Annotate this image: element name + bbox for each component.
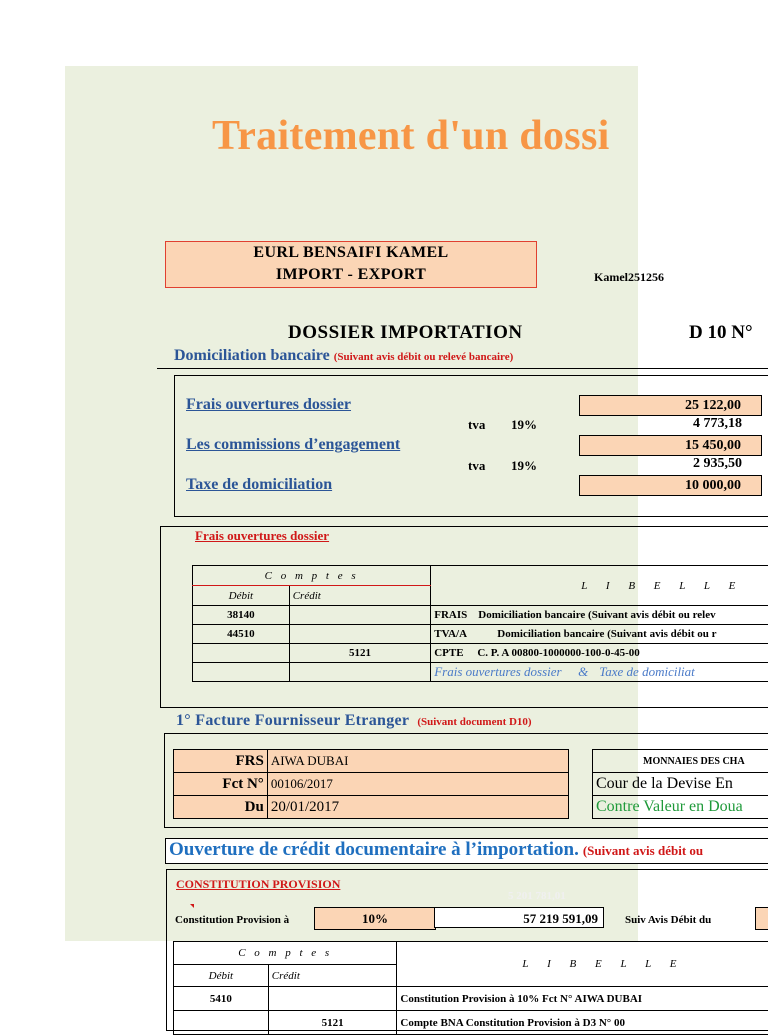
footer-b: Taxe de domiciliat [599, 664, 695, 679]
row-desc: C. P. A 00800-1000000-100-0-45-00 [477, 647, 639, 659]
row-debit: 5410 [174, 987, 269, 1011]
row-credit: 5121 [268, 1011, 397, 1035]
ouverture-title: Ouverture de crédit documentaire à l’importation. [169, 839, 579, 860]
footer-amp: & [578, 664, 588, 679]
row-credit: 5121 [289, 644, 431, 663]
row-libelle [431, 644, 768, 663]
table-row [174, 987, 768, 1011]
tva-label-2: tva [468, 458, 485, 474]
libelle-header: L I B E L L E [431, 566, 768, 606]
row-desc: Domiciliation bancaire (Suivant avis débit ou relev [478, 609, 715, 621]
row-libelle-footer [431, 663, 768, 682]
facture-title: 1° Facture Fournisseur Etranger [176, 712, 409, 729]
row-desc: Domiciliation bancaire (Suivant avis débit ou r [497, 628, 716, 640]
row-libelle [431, 625, 768, 644]
taxe-value: 10 000,00 [579, 475, 762, 496]
constitution-label: Constitution Provision à [175, 914, 289, 926]
comment-marker-icon [190, 904, 194, 908]
cours-label: Cour de la Devise En [593, 773, 768, 796]
section-divider [157, 368, 768, 369]
row-credit [289, 625, 431, 644]
domiciliation-heading [174, 347, 513, 365]
dossier-ref: D 10 N° [689, 322, 753, 344]
debit-header: Débit [193, 586, 290, 606]
suiv-avis-date-cell [755, 907, 768, 930]
dossier-title: DOSSIER IMPORTATION [288, 322, 523, 344]
comptes-header: C o m p t e s [193, 566, 431, 586]
journal1-section-label: Frais ouvertures dossier [195, 528, 329, 544]
ouverture-banner [165, 838, 768, 864]
table-row [193, 606, 768, 625]
journal1-table [192, 565, 768, 682]
libelle-header: L I B E L L E [397, 942, 768, 987]
row-debit: 38140 [193, 606, 290, 625]
fct-label: Fct N° [174, 773, 268, 796]
table-row [174, 1011, 768, 1035]
company-code: Kamel251256 [594, 270, 664, 285]
table-row [193, 663, 768, 682]
frais-ouverture-label: Frais ouvertures dossier [186, 396, 351, 414]
tva-label-1: tva [468, 417, 485, 433]
page-title: Traitement d'un dossi [212, 112, 610, 160]
company-box [165, 241, 537, 288]
frais-ouverture-value: 25 122,00 [579, 395, 762, 416]
row-code: TVA/A [434, 628, 467, 640]
row-desc: Compte BNA Constitution Provision à D3 N° 00 [397, 1011, 768, 1035]
row-credit [268, 987, 397, 1011]
suiv-avis-label: Suiv Avis Débit du [625, 914, 711, 926]
constitution-heading: CONSTITUTION PROVISION [176, 877, 340, 892]
company-name: EURL BENSAIFI KAMEL [166, 244, 536, 262]
domiciliation-note: (Suivant avis débit ou relevé bancaire) [334, 351, 514, 363]
ouverture-note: (Suivant avis débit ou [583, 843, 703, 858]
du-value: 20/01/2017 [267, 796, 568, 819]
table-row [193, 644, 768, 663]
provision-amount: 57 219 591,09 [434, 907, 604, 928]
monnaies-table [592, 749, 768, 819]
company-activity: IMPORT - EXPORT [166, 266, 536, 284]
comptes-header: C o m p t e s [174, 942, 397, 965]
journal2-table [173, 941, 768, 1035]
tva-value-2: 2 935,50 [579, 456, 742, 472]
table-row [193, 625, 768, 644]
row-credit [289, 663, 431, 682]
provision-percent: 10% [314, 907, 436, 930]
row-debit [193, 644, 290, 663]
row-desc: Constitution Provision à 10% Fct N° AIWA DUBAI [397, 987, 768, 1011]
facture-note: (Suivant document D10) [417, 716, 531, 728]
footer-a: Frais ouvertures dossier [434, 664, 561, 679]
row-code: CPTE [434, 647, 463, 659]
faint-value: 5 201 781,01 [508, 890, 566, 902]
facture-heading [176, 712, 532, 730]
frs-value: AIWA DUBAI [267, 750, 568, 773]
taxe-label: Taxe de domiciliation [186, 476, 332, 494]
tva-rate-1: 19% [511, 417, 537, 433]
row-debit: 44510 [193, 625, 290, 644]
row-libelle [431, 606, 768, 625]
credit-header: Crédit [289, 586, 431, 606]
tva-value-1: 4 773,18 [579, 416, 742, 432]
debit-header: Débit [174, 965, 269, 987]
fct-value: 00106/2017 [267, 773, 568, 796]
du-label: Du [174, 796, 268, 819]
tva-rate-2: 19% [511, 458, 537, 474]
credit-header: Crédit [268, 965, 397, 987]
row-credit [289, 606, 431, 625]
row-debit [193, 663, 290, 682]
row-debit [174, 1011, 269, 1035]
contre-valeur-label: Contre Valeur en Doua [593, 796, 768, 819]
commissions-label: Les commissions d’engagement [186, 436, 400, 454]
frs-label: FRS [174, 750, 268, 773]
frs-table [173, 749, 569, 819]
commissions-value: 15 450,00 [579, 435, 762, 456]
monnaies-header: MONNAIES DES CHA [593, 750, 768, 773]
row-code: FRAIS [434, 609, 467, 621]
domiciliation-title: Domiciliation bancaire [174, 347, 330, 364]
